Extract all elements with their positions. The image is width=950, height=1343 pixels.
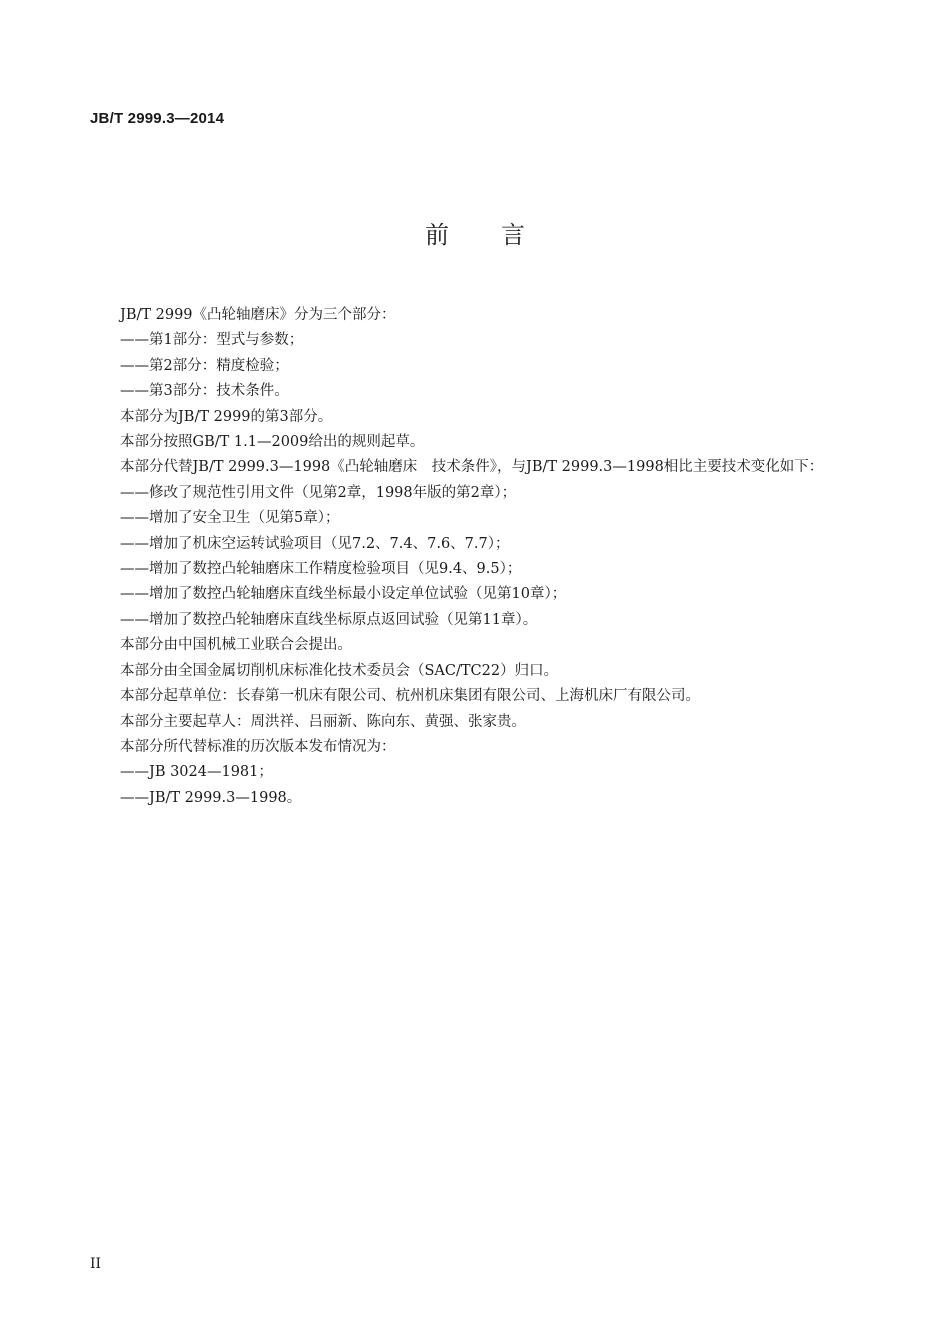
list-item: ——增加了数控凸轮轴磨床工作精度检验项目（见9.4、9.5）； <box>120 561 522 578</box>
list-item: ——增加了数控凸轮轴磨床直线坐标最小设定单位试验（见第10章）； <box>120 586 567 603</box>
list-item: ——第1部分：型式与参数； <box>120 332 304 349</box>
page-number: II <box>90 1256 102 1272</box>
list-item: ——JB 3024—1981； <box>120 764 273 781</box>
paragraph: JB/T 2999《凸轮轴磨床》分为三个部分： <box>120 307 396 323</box>
page-title: 前言 <box>425 221 577 249</box>
paragraph: 本部分代替JB/T 2999.3—1998《凸轮轴磨床 技术条件》，与JB/T 2999.3—1998相比主要技术变化如下： <box>120 459 824 476</box>
list-item: ——第2部分：精度检验； <box>120 357 289 374</box>
paragraph: 本部分由中国机械工业联合会提出。 <box>120 637 352 654</box>
list-item: ——增加了数控凸轮轴磨床直线坐标原点返回试验（见第11章）。 <box>120 611 538 628</box>
list-item: ——修改了规范性引用文件（见第2章，1998年版的第2章）； <box>120 484 517 501</box>
foreword-body <box>90 303 860 811</box>
paragraph: 本部分按照GB/T 1.1—2009给出的规则起草。 <box>120 434 425 451</box>
paragraph: 本部分所代替标准的历次版本发布情况为： <box>120 738 396 755</box>
paragraph: 本部分为JB/T 2999的第3部分。 <box>120 408 333 425</box>
list-item: ——第3部分：技术条件。 <box>120 383 289 400</box>
standard-code: JB/T 2999.3—2014 <box>90 110 225 127</box>
paragraph: 本部分主要起草人：周洪祥、吕丽新、陈向东、黄强、张家贵。 <box>120 713 526 730</box>
paragraph: 本部分起草单位：长春第一机床有限公司、杭州机床集团有限公司、上海机床厂有限公司。 <box>120 688 700 705</box>
paragraph: 本部分由全国金属切削机床标准化技术委员会（SAC/TC22）归口。 <box>120 662 559 679</box>
list-item: ——增加了安全卫生（见第5章）； <box>120 510 340 527</box>
list-item: ——JB/T 2999.3—1998。 <box>120 789 302 806</box>
list-item: ——增加了机床空运转试验项目（见7.2、7.4、7.6、7.7）； <box>120 535 510 552</box>
